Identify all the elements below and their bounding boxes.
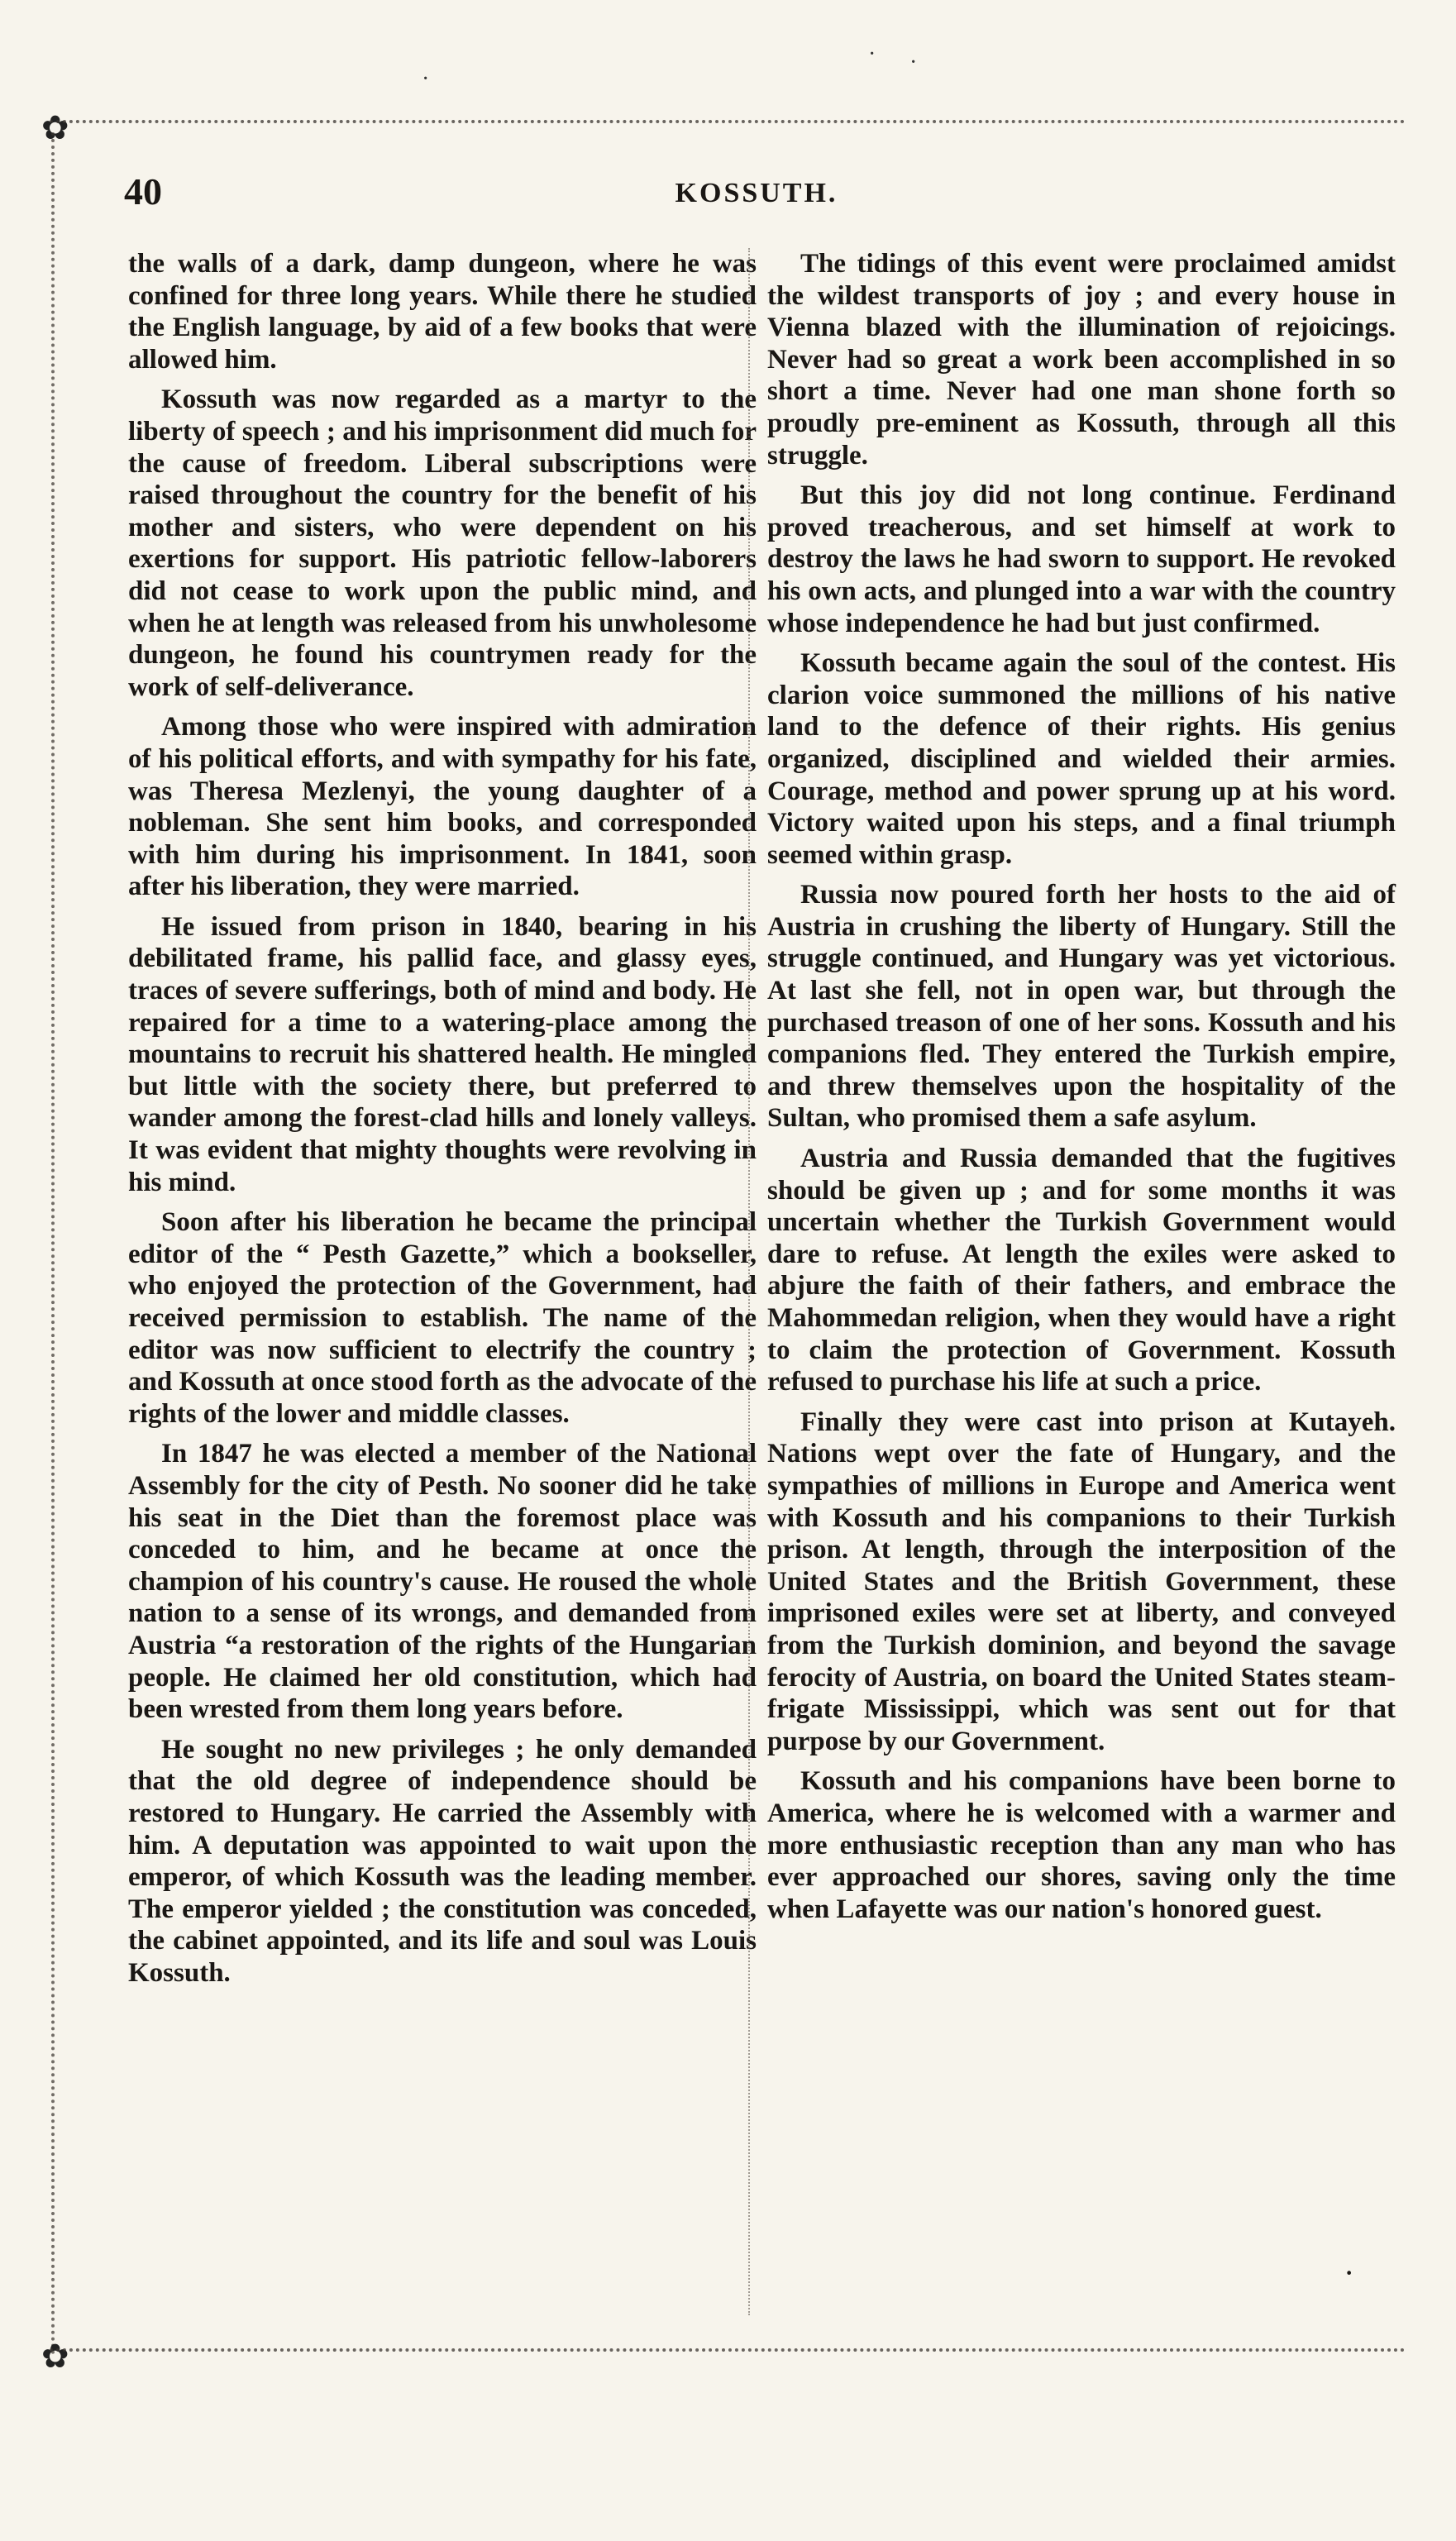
corner-ornament-icon: ✿ [41,2338,69,2375]
paragraph: He sought no new privileges ; he only demanded that the old degree of independence should be restored to Hungary. He carried the Assembly with him. A deputation was appointed to wait upon the emperor, of which Kossuth was the leading member. The emperor yielded ; the constitution was conceded, the cabinet appointed, and its life and soul was Louis Kossuth. [128,1734,757,1988]
ink-speck: · [1344,2254,1355,2291]
top-decorative-border [50,120,1406,145]
ink-speck: · [422,66,430,92]
right-column [767,248,1396,1933]
running-head: KOSSUTH. [675,178,838,208]
left-decorative-border [51,132,71,2357]
corner-ornament-icon: ✿ [41,109,69,146]
paragraph: Soon after his liberation he became the principal editor of the “ Pesth Gazette,” which a bookseller, who enjoyed the protection of the Government, had received permission to establish. The name of the editor was now sufficient to electrify the country ; and Kossuth at once stood forth as the advocate of the rights of the lower and middle classes. [128,1207,757,1429]
column-divider [748,248,750,2315]
left-column [128,248,757,1997]
paragraph: Kossuth became again the soul of the contest. His clarion voice summoned the millions of his native land to the defence of their rights. His genius organized, disciplined and wielded their armies. Courage, method and power sprung up at his word. Victory waited upon his steps, and a final triumph seemed within grasp. [767,648,1396,870]
page-number: 40 [124,170,162,213]
paragraph: Kossuth was now regarded as a martyr to the liberty of speech ; and his imprisonment did much for the cause of freedom. Liberal subscriptions were raised throughout the country for the benefit of his mother and sisters, who were dependent on his exertions for support. His patriotic fellow-laborers did not cease to work upon the public mind, and when he at length was released from his unwholesome dungeon, he found his countrymen ready for the work of self-deliverance. [128,384,757,702]
paragraph: But this joy did not long continue. Ferdinand proved treacherous, and set himself at work to destroy the laws he had sworn to support. He revoked his own acts, and plunged into a war with the country whose independence he had but just confirmed. [767,480,1396,638]
page-header [124,170,1389,219]
paragraph: Finally they were cast into prison at Kutayeh. Nations wept over the fate of Hungary, and the sympathies of millions in Europe and America went with Kossuth and his companions to their Turkish prison. At length, through the interposition of the United States and the British Government, these imprisoned exiles were set at liberty, and conveyed from the Turkish dominion, and beyond the savage ferocity of Austria, on board the United States steam-frigate Mississippi, which was sent out for that purpose by our Government. [767,1407,1396,1756]
paragraph: In 1847 he was elected a member of the National Assembly for the city of Pesth. No sooner did he take his seat in the Diet than the foremost place was conceded to him, and he became at once the champion of his country's cause. He roused the whole nation to a sense of its wrongs, and demanded from Austria “a restoration of the rights of the Hungarian people. He claimed her old constitution, which had been wrested from them long years before. [128,1439,757,1725]
paragraph: Russia now poured forth her hosts to the aid of Austria in crushing the liberty of Hungary. Still the struggle continued, and Hungary was yet victorious. At last she fell, not in open war, but through the purchased treason of one of her sons. Kossuth and his companions fled. They entered the Turkish empire, and threw themselves upon the hospitality of the Sultan, who promised them a safe asylum. [767,880,1396,1134]
paragraph: Among those who were inspired with admiration of his political efforts, and with sympathy for his fate, was Theresa Mezlenyi, the young daughter of a nobleman. She sent him books, and corresponded with him during his imprisonment. In 1841, soon after his liberation, they were married. [128,712,757,902]
ink-speck: · [909,50,918,75]
ink-speck: · [868,41,876,67]
paragraph: Austria and Russia demanded that the fugitives should be given up ; and for some months it was uncertain whether the Turkish Government would dare to refuse. At length the exiles were asked to abjure the faith of their fathers, and embrace the Mahommedan religion, when they would have a right to claim the protection of Government. Kossuth refused to purchase his life at such a price. [767,1144,1396,1397]
bottom-decorative-border [50,2348,1406,2373]
paragraph: The tidings of this event were proclaimed amidst the wildest transports of joy ; and every house in Vienna blazed with the illumination of rejoicings. Never had so great a work been accomplished in so short a time. Never had one man shone forth so proudly pre-eminent as Kossuth, through all this struggle. [767,249,1396,470]
paragraph: Kossuth and his companions have been borne to America, where he is welcomed with a warmer and more enthusiastic reception than any man who has ever approached our shores, saving only the time when Lafayette was our nation's honored guest. [767,1766,1396,1924]
paragraph: He issued from prison in 1840, bearing in his debilitated frame, his pallid face, and glassy eyes, traces of severe sufferings, both of mind and body. He repaired for a time to a watering-place among the mountains to recruit his shattered health. He mingled but little with the society there, but preferred to wander among the forest-clad hills and lonely valleys. It was evident that mighty thoughts were revolving in his mind. [128,911,757,1197]
paragraph: the walls of a dark, damp dungeon, where he was confined for three long years. While there he studied the English language, by aid of a few books that were allowed him. [128,249,757,375]
